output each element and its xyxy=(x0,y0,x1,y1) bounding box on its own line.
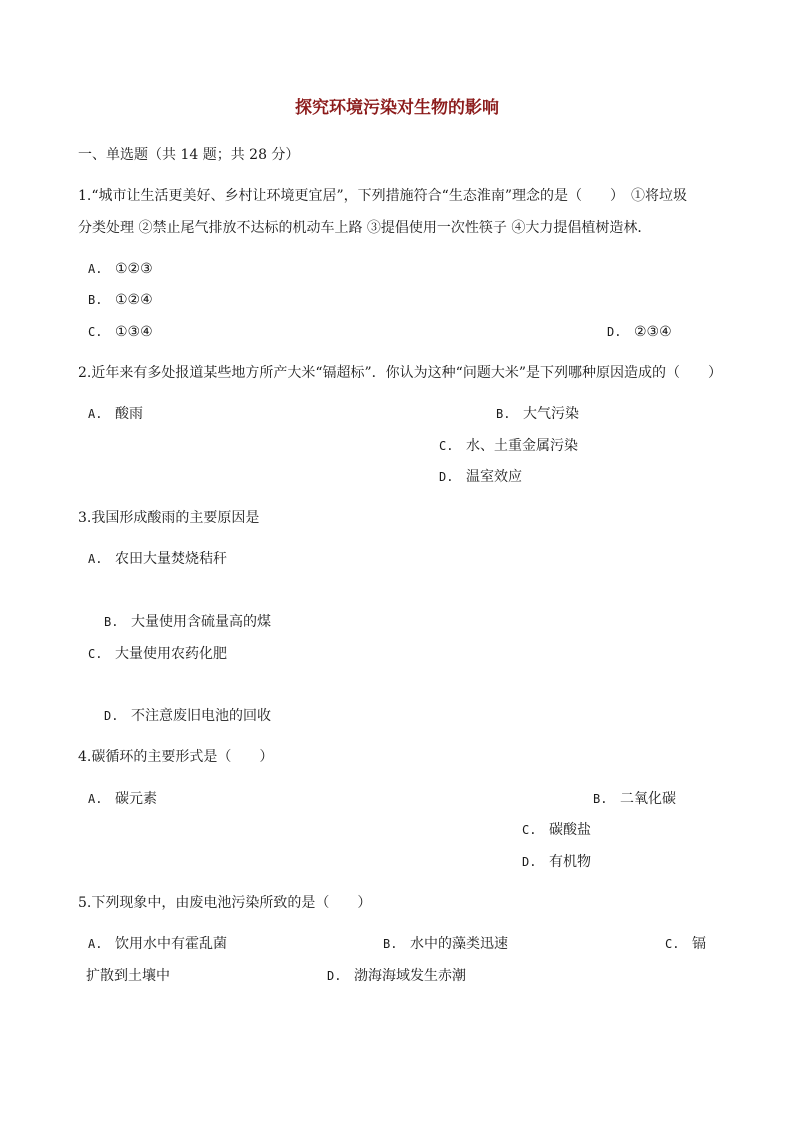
question-5-option-a[interactable] xyxy=(88,934,227,954)
question-2-stem: 2.近年来有多处报道某些地方所产大米“镉超标”．你认为这种“问题大米”是下列哪种原因造成的（ ） xyxy=(78,365,722,381)
question-3-option-a[interactable] xyxy=(88,549,227,569)
option-text: 镉 xyxy=(692,936,706,952)
option-text: 大量使用含硫量高的煤 xyxy=(131,614,271,630)
option-letter: A. xyxy=(88,262,103,276)
question-1-option-d[interactable] xyxy=(607,322,672,342)
question-2-option-d[interactable] xyxy=(439,467,522,487)
option-text: ①②④ xyxy=(115,292,153,308)
option-text: 酸雨 xyxy=(115,406,143,422)
option-letter: B. xyxy=(88,293,103,307)
option-text: ①②③ xyxy=(115,261,153,277)
option-letter: A. xyxy=(88,552,103,566)
question-1-option-a[interactable] xyxy=(88,259,153,279)
option-letter: D. xyxy=(104,709,119,723)
option-text: ①③④ xyxy=(115,324,153,340)
option-text: 大量使用农药化肥 xyxy=(115,646,227,662)
option-text: 水中的藻类迅速 xyxy=(410,936,508,952)
option-letter: C. xyxy=(522,823,537,837)
option-letter: D. xyxy=(439,470,454,484)
document-title: 探究环境污染对生物的影响 xyxy=(295,98,499,118)
question-4-option-c[interactable] xyxy=(522,820,591,840)
option-text: 水、土重金属污染 xyxy=(466,438,578,454)
option-letter: B. xyxy=(104,615,119,629)
option-text: 二氧化碳 xyxy=(620,791,676,807)
question-4-stem: 4.碳循环的主要形式是（ ） xyxy=(78,749,274,765)
question-3-option-d[interactable] xyxy=(104,706,271,726)
question-5-option-c[interactable] xyxy=(665,934,706,954)
question-3-option-b[interactable] xyxy=(104,612,271,632)
option-letter: D. xyxy=(522,855,537,869)
question-2-option-c[interactable] xyxy=(439,436,578,456)
option-letter: B. xyxy=(593,792,608,806)
question-5-option-b[interactable] xyxy=(383,934,508,954)
question-3-stem: 3.我国形成酸雨的主要原因是 xyxy=(78,510,260,526)
question-4-option-b[interactable] xyxy=(593,789,676,809)
option-text: 不注意废旧电池的回收 xyxy=(131,708,271,724)
option-letter: C. xyxy=(88,325,103,339)
question-5-stem: 5.下列现象中，由废电池污染所致的是（ ） xyxy=(78,895,372,911)
question-3-option-c[interactable] xyxy=(88,644,227,664)
option-letter: A. xyxy=(88,937,103,951)
option-letter: A. xyxy=(88,792,103,806)
option-text: 饮用水中有霍乱菌 xyxy=(115,936,227,952)
question-5-option-d[interactable] xyxy=(327,966,466,986)
option-text: 碳元素 xyxy=(115,791,157,807)
question-1-stem-line-2: 分类处理 ②禁止尾气排放不达标的机动车上路 ③提倡使用一次性筷子 ④大力提倡植树造林． xyxy=(78,220,652,236)
question-2-option-a[interactable] xyxy=(88,404,143,424)
option-letter: C. xyxy=(88,647,103,661)
option-text: 温室效应 xyxy=(466,469,522,485)
option-letter: C. xyxy=(439,439,454,453)
option-text: 有机物 xyxy=(549,854,591,870)
option-letter: D. xyxy=(327,969,342,983)
option-letter: A. xyxy=(88,407,103,421)
question-4-option-a[interactable] xyxy=(88,789,157,809)
option-text: 农田大量焚烧秸秆 xyxy=(115,551,227,567)
option-letter: D. xyxy=(607,325,622,339)
question-2-option-b[interactable] xyxy=(496,404,579,424)
question-1-option-c[interactable] xyxy=(88,322,153,342)
option-text: 碳酸盐 xyxy=(549,822,591,838)
option-text: ②③④ xyxy=(634,324,672,340)
option-letter: B. xyxy=(496,407,511,421)
option-text: 大气污染 xyxy=(523,406,579,422)
option-text: 渤海海域发生赤潮 xyxy=(354,968,466,984)
question-5-option-c-continuation: 扩散到土壤中 xyxy=(86,968,170,984)
option-letter: B. xyxy=(383,937,398,951)
section-heading: 一、单选题（共 14 题；共 28 分） xyxy=(78,147,300,163)
option-letter: C. xyxy=(665,937,680,951)
question-1-option-b[interactable] xyxy=(88,290,153,310)
question-4-option-d[interactable] xyxy=(522,852,591,872)
question-1-stem-line-1: 1.“城市让生活更美好、乡村让环境更宜居”，下列措施符合“生态淮南”理念的是（ ） ①将垃圾 xyxy=(78,188,687,204)
